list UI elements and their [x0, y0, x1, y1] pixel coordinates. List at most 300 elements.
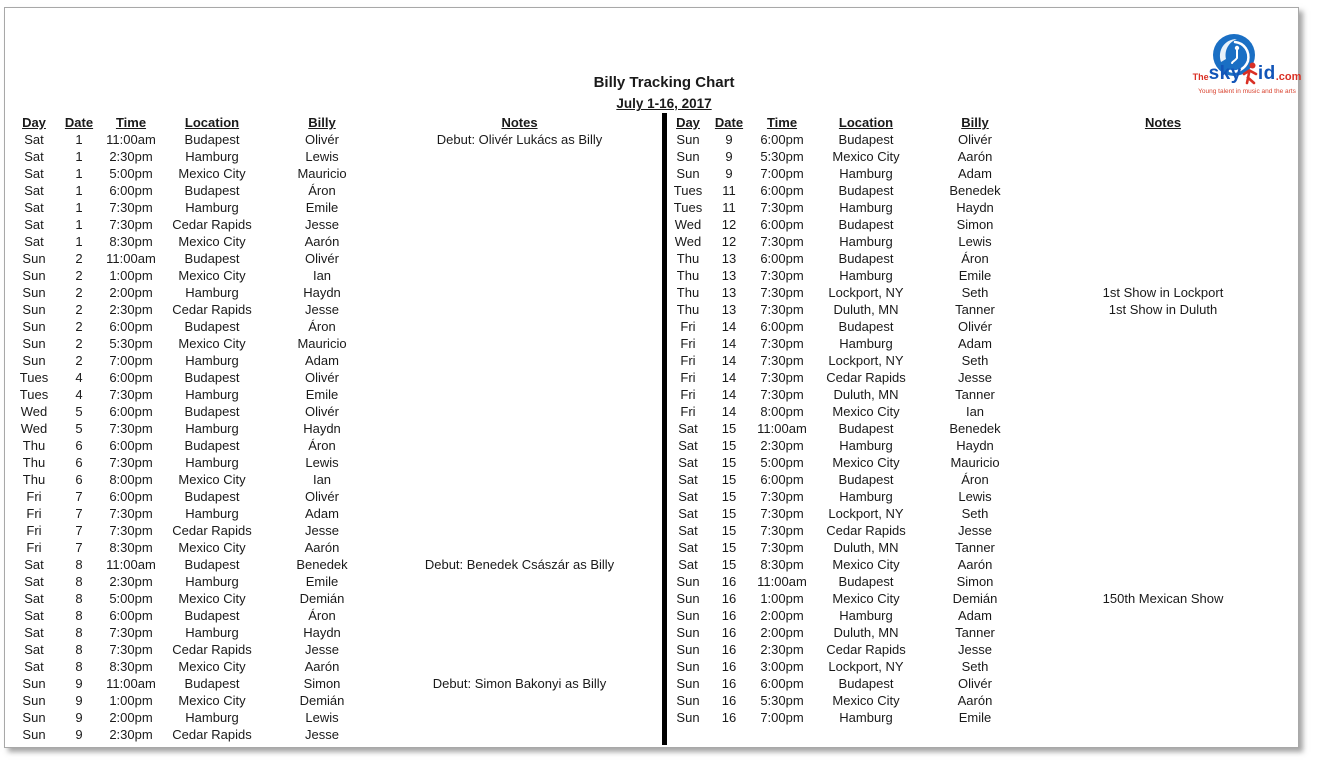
cell-billy: Benedek — [949, 183, 1001, 198]
table-row — [13, 573, 660, 590]
cell-date: 8 — [75, 625, 83, 640]
table-row — [669, 369, 1295, 386]
cell-time: 11:00am — [106, 676, 156, 691]
cell-day: Fri — [680, 387, 696, 402]
cell-time: 7:30pm — [109, 421, 153, 436]
cell-day: Sat — [678, 523, 698, 538]
cell-location: Budapest — [184, 404, 240, 419]
table-row — [13, 590, 660, 607]
table-row — [13, 335, 660, 352]
cell-date: 8 — [75, 557, 83, 572]
table-row — [669, 199, 1295, 216]
cell-billy: Aarón — [304, 540, 340, 555]
cell-day: Sun — [676, 676, 700, 691]
cell-billy: Lewis — [958, 489, 992, 504]
cell-billy: Ian — [312, 472, 332, 487]
cell-billy: Ian — [312, 268, 332, 283]
cell-day: Tues — [19, 387, 49, 402]
cell-time: 7:00pm — [760, 166, 804, 181]
cell-location: Mexico City — [178, 166, 246, 181]
cell-location: Cedar Rapids — [826, 642, 906, 657]
cell-date: 2 — [75, 285, 83, 300]
cell-time: 6:00pm — [109, 183, 153, 198]
cell-date: 5 — [75, 404, 83, 419]
cell-time: 7:30pm — [760, 302, 804, 317]
table-row — [669, 590, 1295, 607]
cell-billy: Mauricio — [297, 336, 347, 351]
cell-day: Sat — [678, 506, 698, 521]
table-row — [669, 386, 1295, 403]
cell-time: 7:30pm — [760, 268, 804, 283]
cell-location: Mexico City — [832, 149, 900, 164]
cell-notes — [1031, 148, 1295, 165]
cell-date: 15 — [721, 506, 737, 521]
cell-notes — [379, 216, 660, 233]
table-row — [669, 641, 1295, 658]
cell-notes: 1st Show in Lockport — [1102, 285, 1224, 300]
column-header: Notes — [501, 115, 538, 130]
cell-notes — [379, 437, 660, 454]
table-row — [669, 284, 1295, 301]
table-row — [13, 607, 660, 624]
cell-date: 14 — [721, 387, 737, 402]
cell-time: 2:30pm — [109, 574, 153, 589]
cell-date: 1 — [75, 217, 83, 232]
cell-date: 8 — [75, 642, 83, 657]
table-row — [669, 216, 1295, 233]
table-row — [13, 505, 660, 522]
cell-location: Cedar Rapids — [172, 523, 252, 538]
cell-date: 13 — [721, 251, 737, 266]
cell-notes — [1031, 420, 1295, 437]
cell-day: Tues — [19, 370, 49, 385]
cell-location: Hamburg — [185, 353, 239, 368]
cell-notes — [379, 726, 660, 743]
cell-day: Thu — [676, 268, 700, 283]
table-row — [13, 403, 660, 420]
cell-time: 2:30pm — [760, 642, 804, 657]
cell-day: Sat — [24, 132, 44, 147]
cell-day: Sun — [676, 693, 700, 708]
cell-notes — [1031, 522, 1295, 539]
cell-billy: Benedek — [296, 557, 348, 572]
table-row — [669, 267, 1295, 284]
cell-location: Budapest — [184, 608, 240, 623]
cell-billy: Adam — [305, 506, 339, 521]
cell-time: 7:30pm — [760, 285, 804, 300]
table-row — [669, 488, 1295, 505]
cell-billy: Lewis — [305, 149, 339, 164]
cell-day: Sat — [24, 591, 44, 606]
cell-day: Tues — [673, 183, 703, 198]
table-row — [13, 301, 660, 318]
cell-day: Thu — [676, 251, 700, 266]
cell-notes — [1031, 318, 1295, 335]
cell-notes — [379, 199, 660, 216]
cell-location: Budapest — [838, 676, 894, 691]
cell-location: Cedar Rapids — [172, 727, 252, 742]
cell-notes — [379, 369, 660, 386]
cell-billy: Lewis — [305, 455, 339, 470]
cell-location: Mexico City — [832, 591, 900, 606]
column-header: Day — [22, 115, 46, 130]
cell-billy: Seth — [961, 506, 989, 521]
cell-notes — [1031, 573, 1295, 590]
cell-location: Mexico City — [832, 404, 900, 419]
table-row — [13, 675, 660, 692]
cell-location: Budapest — [838, 183, 894, 198]
cell-time: 7:30pm — [109, 200, 153, 215]
cell-day: Sat — [24, 200, 44, 215]
cell-date: 16 — [721, 659, 737, 674]
cell-date: 1 — [75, 234, 83, 249]
table-row — [13, 369, 660, 386]
cell-day: Sat — [678, 557, 698, 572]
cell-location: Duluth, MN — [833, 302, 899, 317]
cell-billy: Demián — [299, 591, 345, 606]
cell-day: Sun — [22, 268, 46, 283]
cell-date: 12 — [721, 217, 737, 232]
kid-figure-icon — [1241, 62, 1259, 86]
cell-location: Budapest — [838, 574, 894, 589]
cell-time: 2:30pm — [109, 149, 153, 164]
cell-billy: Emile — [305, 387, 339, 402]
cell-notes — [1031, 403, 1295, 420]
cell-date: 16 — [721, 591, 737, 606]
cell-time: 7:30pm — [109, 625, 153, 640]
table-row — [13, 437, 660, 454]
schedule-table-left — [13, 114, 660, 743]
table-row — [13, 318, 660, 335]
cell-location: Budapest — [184, 557, 240, 572]
cell-notes — [379, 692, 660, 709]
cell-date: 2 — [75, 319, 83, 334]
cell-date: 9 — [75, 693, 83, 708]
cell-location: Budapest — [184, 183, 240, 198]
cell-date: 4 — [75, 387, 83, 402]
cell-location: Mexico City — [832, 455, 900, 470]
cell-date: 1 — [75, 132, 83, 147]
cell-date: 11 — [722, 200, 736, 215]
cell-time: 6:00pm — [760, 319, 804, 334]
table-row — [669, 471, 1295, 488]
cell-time: 7:30pm — [109, 217, 153, 232]
cell-time: 8:00pm — [109, 472, 153, 487]
cell-day: Sun — [676, 591, 700, 606]
cell-location: Lockport, NY — [828, 659, 904, 674]
cell-time: 2:30pm — [109, 302, 153, 317]
cell-location: Hamburg — [839, 268, 893, 283]
cell-billy: Aarón — [957, 693, 993, 708]
cell-location: Budapest — [184, 370, 240, 385]
cell-date: 8 — [75, 608, 83, 623]
cell-location: Hamburg — [185, 455, 239, 470]
cell-day: Sat — [24, 234, 44, 249]
cell-notes — [379, 488, 660, 505]
cell-location: Mexico City — [178, 268, 246, 283]
cell-date: 9 — [725, 149, 733, 164]
cell-notes — [1031, 131, 1295, 148]
cell-day: Sat — [24, 183, 44, 198]
cell-location: Cedar Rapids — [172, 302, 252, 317]
cell-time: 11:00am — [757, 421, 807, 436]
cell-day: Thu — [22, 472, 46, 487]
cell-day: Wed — [674, 234, 702, 249]
cell-time: 5:00pm — [109, 166, 153, 181]
cell-day: Sat — [24, 217, 44, 232]
table-row — [669, 675, 1295, 692]
cell-date: 15 — [721, 540, 737, 555]
cell-time: 11:00am — [106, 132, 156, 147]
cell-location: Hamburg — [839, 200, 893, 215]
logo-id-text: id — [1257, 63, 1276, 84]
document-page — [4, 7, 1302, 748]
cell-billy: Olivér — [305, 132, 339, 147]
cell-notes — [379, 318, 660, 335]
cell-location: Hamburg — [185, 285, 239, 300]
cell-billy: Tanner — [955, 302, 995, 317]
cell-date: 7 — [75, 489, 83, 504]
cell-date: 14 — [721, 370, 737, 385]
table-row — [13, 726, 660, 743]
table-row — [13, 624, 660, 641]
cell-time: 7:30pm — [760, 387, 804, 402]
cell-location: Lockport, NY — [828, 506, 904, 521]
cell-notes — [379, 267, 660, 284]
cell-notes — [1031, 386, 1295, 403]
cell-notes — [379, 454, 660, 471]
cell-location: Budapest — [184, 132, 240, 147]
table-row — [669, 454, 1295, 471]
table-row — [13, 148, 660, 165]
cell-time: 6:00pm — [109, 608, 153, 623]
cell-billy: Demián — [299, 693, 345, 708]
column-header: Billy — [308, 115, 336, 130]
cell-location: Mexico City — [178, 591, 246, 606]
cell-billy: Jesse — [958, 642, 992, 657]
cell-date: 7 — [75, 506, 83, 521]
cell-date: 15 — [721, 421, 737, 436]
cell-day: Sun — [22, 319, 46, 334]
cell-date: 16 — [721, 710, 737, 725]
cell-time: 7:30pm — [109, 387, 153, 402]
cell-date: 13 — [721, 285, 737, 300]
cell-location: Hamburg — [839, 336, 893, 351]
cell-day: Sat — [24, 557, 44, 572]
cell-time: 5:00pm — [760, 455, 804, 470]
cell-date: 1 — [75, 183, 83, 198]
cell-time: 7:30pm — [760, 370, 804, 385]
schedule-table-right — [669, 114, 1295, 726]
cell-notes — [379, 590, 660, 607]
cell-time: 7:00pm — [109, 353, 153, 368]
cell-time: 2:00pm — [760, 625, 804, 640]
table-row — [13, 250, 660, 267]
cell-date: 13 — [721, 302, 737, 317]
cell-location: Budapest — [838, 132, 894, 147]
cell-billy: Emile — [958, 268, 992, 283]
cell-billy: Seth — [961, 353, 989, 368]
table-row — [669, 607, 1295, 624]
cell-billy: Jesse — [305, 727, 339, 742]
cell-date: 16 — [721, 625, 737, 640]
cell-notes — [1031, 165, 1295, 182]
cell-location: Duluth, MN — [833, 387, 899, 402]
cell-date: 11 — [722, 183, 736, 198]
cell-time: 6:00pm — [760, 676, 804, 691]
cell-day: Sat — [24, 625, 44, 640]
cell-location: Hamburg — [185, 421, 239, 436]
cell-notes — [1031, 454, 1295, 471]
cell-date: 16 — [721, 642, 737, 657]
cell-location: Hamburg — [185, 710, 239, 725]
table-row — [13, 556, 660, 573]
column-header: Time — [766, 115, 798, 130]
cell-date: 13 — [721, 268, 737, 283]
cell-billy: Tanner — [955, 540, 995, 555]
cell-location: Mexico City — [832, 693, 900, 708]
table-row — [669, 658, 1295, 675]
cell-time: 7:30pm — [760, 353, 804, 368]
cell-date: 12 — [721, 234, 737, 249]
cell-notes — [379, 250, 660, 267]
column-header: Location — [184, 115, 240, 130]
cell-notes — [379, 420, 660, 437]
cell-day: Sun — [676, 710, 700, 725]
cell-date: 14 — [721, 353, 737, 368]
cell-date: 7 — [75, 523, 83, 538]
table-row — [669, 318, 1295, 335]
cell-day: Fri — [26, 540, 42, 555]
cell-notes — [379, 522, 660, 539]
cell-time: 6:00pm — [109, 319, 153, 334]
table-row — [13, 420, 660, 437]
cell-billy: Aarón — [304, 659, 340, 674]
cell-time: 5:30pm — [109, 336, 153, 351]
cell-location: Budapest — [184, 251, 240, 266]
table-row — [13, 352, 660, 369]
cell-day: Sun — [676, 132, 700, 147]
cell-day: Fri — [26, 506, 42, 521]
cell-billy: Adam — [958, 166, 992, 181]
cell-billy: Olivér — [305, 370, 339, 385]
cell-day: Sat — [24, 149, 44, 164]
table-row — [669, 148, 1295, 165]
cell-date: 8 — [75, 574, 83, 589]
cell-day: Sun — [22, 285, 46, 300]
table-row — [13, 233, 660, 250]
column-header: Location — [838, 115, 894, 130]
cell-date: 9 — [75, 676, 83, 691]
cell-date: 9 — [75, 710, 83, 725]
cell-location: Hamburg — [839, 234, 893, 249]
cell-notes — [1031, 675, 1295, 692]
cell-date: 2 — [75, 353, 83, 368]
cell-day: Sat — [24, 574, 44, 589]
cell-time: 5:00pm — [109, 591, 153, 606]
cell-billy: Olivér — [958, 319, 992, 334]
cell-notes — [379, 709, 660, 726]
cell-day: Sun — [676, 608, 700, 623]
cell-billy: Adam — [958, 608, 992, 623]
cell-day: Fri — [26, 523, 42, 538]
cell-notes — [379, 624, 660, 641]
cell-day: Thu — [676, 302, 700, 317]
cell-notes — [1031, 607, 1295, 624]
cell-notes — [1031, 556, 1295, 573]
table-row — [13, 522, 660, 539]
column-header: Time — [115, 115, 147, 130]
cell-time: 2:00pm — [109, 285, 153, 300]
logo-sky-text: sky — [1208, 63, 1242, 84]
cell-notes — [1031, 692, 1295, 709]
skykid-wordmark — [1189, 62, 1305, 85]
cell-location: Cedar Rapids — [826, 370, 906, 385]
cell-day: Sun — [22, 710, 46, 725]
cell-notes — [379, 505, 660, 522]
column-header: Date — [64, 115, 94, 130]
cell-date: 8 — [75, 659, 83, 674]
cell-billy: Lewis — [958, 234, 992, 249]
cell-notes — [1031, 267, 1295, 284]
cell-time: 3:00pm — [760, 659, 804, 674]
table-row — [13, 692, 660, 709]
table-row — [13, 199, 660, 216]
page-subtitle: July 1-16, 2017 — [616, 96, 712, 111]
cell-time: 7:30pm — [760, 234, 804, 249]
cell-location: Hamburg — [839, 489, 893, 504]
table-row — [13, 471, 660, 488]
cell-location: Hamburg — [839, 710, 893, 725]
column-header: Date — [714, 115, 744, 130]
table-row — [669, 505, 1295, 522]
table-row — [13, 488, 660, 505]
logo-tagline: Young talent in music and the arts — [1198, 88, 1296, 95]
cell-notes — [379, 641, 660, 658]
cell-time: 8:30pm — [109, 234, 153, 249]
cell-notes — [1031, 488, 1295, 505]
cell-day: Sun — [676, 166, 700, 181]
cell-time: 1:00pm — [109, 693, 153, 708]
cell-billy: Áron — [961, 251, 989, 266]
cell-billy: Benedek — [949, 421, 1001, 436]
cell-date: 16 — [721, 574, 737, 589]
cell-location: Lockport, NY — [828, 285, 904, 300]
cell-location: Mexico City — [178, 659, 246, 674]
cell-notes — [379, 165, 660, 182]
cell-notes — [379, 335, 660, 352]
cell-day: Wed — [20, 421, 48, 436]
cell-notes — [1031, 216, 1295, 233]
table-row — [669, 556, 1295, 573]
cell-time: 8:30pm — [109, 540, 153, 555]
cell-date: 15 — [721, 557, 737, 572]
column-header: Day — [676, 115, 700, 130]
table-row — [13, 182, 660, 199]
cell-day: Sat — [24, 166, 44, 181]
cell-location: Budapest — [838, 472, 894, 487]
cell-time: 7:30pm — [760, 540, 804, 555]
cell-notes — [379, 386, 660, 403]
table-row — [13, 454, 660, 471]
cell-time: 6:00pm — [109, 370, 153, 385]
cell-notes: Debut: Benedek Császár as Billy — [424, 557, 615, 572]
cell-billy: Olivér — [305, 489, 339, 504]
cell-time: 6:00pm — [760, 183, 804, 198]
cell-billy: Seth — [961, 285, 989, 300]
cell-date: 16 — [721, 676, 737, 691]
cell-billy: Olivér — [305, 404, 339, 419]
